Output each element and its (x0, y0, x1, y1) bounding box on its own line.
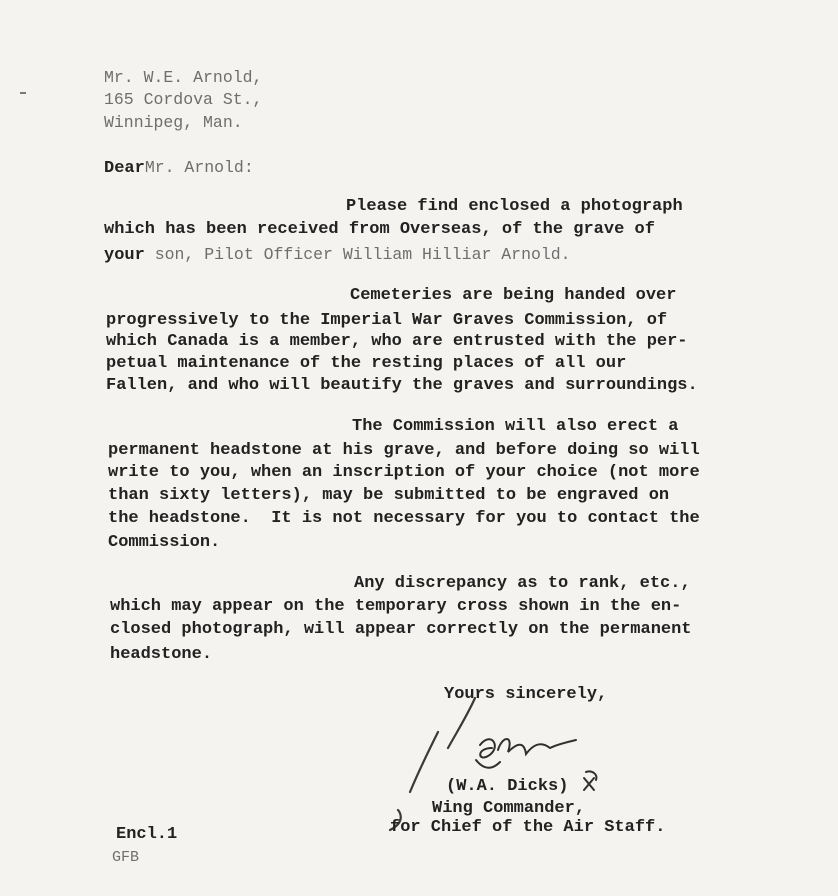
p2-line-5: Fallen, and who will beautify the graves and surroundings. (106, 376, 698, 395)
p4-line-1: Any discrepancy as to rank, etc., (354, 574, 691, 593)
valediction: Yours sincerely, (444, 685, 608, 704)
address-line-1: Mr. W.E. Arnold, (104, 68, 263, 87)
p3-line-1: The Commission will also erect a (352, 417, 679, 436)
salutation-dear: Dear (104, 159, 145, 178)
p3-line-4: than sixty letters), may be submitted to be engraved on (108, 486, 670, 505)
address-line-2: 165 Cordova St., (104, 90, 263, 109)
address-line-3: Winnipeg, Man. (104, 113, 243, 132)
p1-line-3-name: son, Pilot Officer William Hilliar Arnold. (144, 245, 571, 264)
p2-line-4: petual maintenance of the resting places of all our (106, 354, 627, 373)
p2-line-2: progressively to the Imperial War Graves Commission, of (106, 311, 668, 330)
p4-line-4: headstone. (110, 645, 213, 664)
p1-line-3-start: your (104, 246, 145, 265)
signatory-title-2: for Chief of the Air Staff. (390, 818, 666, 837)
signatory-name: (W.A. Dicks) (446, 777, 569, 796)
signatory-title-1: Wing Commander, (432, 799, 586, 818)
margin-mark (20, 92, 26, 94)
p4-line-2: which may appear on the temporary cross shown in the en- (110, 597, 682, 616)
p2-line-1: Cemeteries are being handed over (350, 286, 677, 305)
p3-line-5: the headstone. It is not necessary for you to contact the (108, 509, 700, 528)
p1-line-1: Please find enclosed a photograph (346, 197, 683, 216)
p3-line-3: write to you, when an inscription of your choice (not more (108, 463, 700, 482)
p1-line-3 (104, 245, 571, 266)
enclosure-note: Encl.1 (116, 825, 178, 844)
p2-line-3: which Canada is a member, who are entrusted with the per- (106, 332, 688, 351)
p3-line-2: permanent headstone at his grave, and before doing so will (108, 441, 700, 460)
typist-initials: GFB (112, 849, 140, 866)
p3-line-6: Commission. (108, 533, 221, 552)
salutation (104, 158, 254, 179)
p4-line-3: closed photograph, will appear correctly on the permanent (110, 620, 692, 639)
salutation-name: Mr. Arnold: (144, 158, 254, 177)
p1-line-2: which has been received from Overseas, of the grave of (104, 220, 655, 239)
